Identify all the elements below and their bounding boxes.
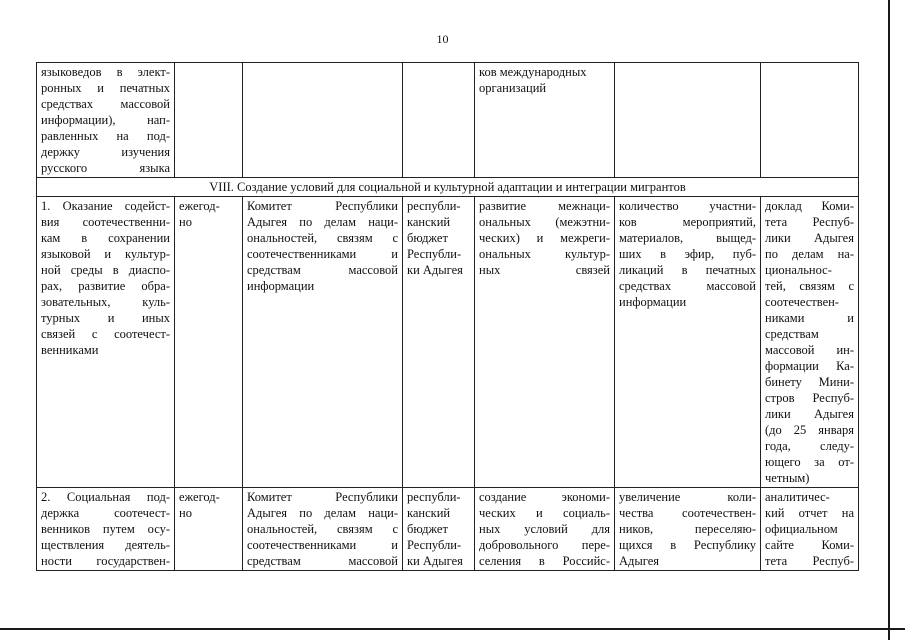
table-row [37,197,859,488]
text-line: тета Респуб- [765,554,854,568]
table-cell [761,488,859,571]
text-line: щихся в Республику [619,538,756,552]
text-line: информации [247,279,315,293]
text-line: организаций [479,81,547,95]
text-line: соотечественниками и [247,538,398,552]
text-line: ронных и печатных [41,81,170,95]
section-heading-row [37,178,859,197]
text-line: добровольного пере- [479,538,610,552]
table-cell [243,197,403,488]
text-line: Адыгея по делам наци- [247,215,398,229]
text-line: лики Адыгея [765,407,854,421]
text-line: ных связей [479,263,610,277]
text-line: кий отчет на [765,506,854,520]
text-line: республи- [407,490,461,504]
text-line: ческих и социаль- [479,506,610,520]
text-line: средствам массовой [247,263,398,277]
text-line: четным) [765,471,810,485]
table-cell [37,63,175,178]
text-line: ональных (межэтни- [479,215,610,229]
text-line: ков мероприятий, [619,215,756,229]
text-line: рах, развитие обра- [41,279,170,293]
text-line: средствах массовой [619,279,756,293]
table-cell [615,488,761,571]
text-line: но [179,506,192,520]
text-line: равленных на под- [41,129,170,143]
text-line: держку изучения [41,145,170,159]
text-line: средствах массовой [41,97,170,111]
text-line: 1. Оказание содейст- [41,199,170,213]
table-cell [175,197,243,488]
text-line: турных и иных [41,311,170,325]
text-line: развитие межнаци- [479,199,610,213]
table-cell [175,63,243,178]
text-line: массовой ин- [765,343,854,357]
text-line: никами и [765,311,854,325]
text-line: по делам на- [765,247,854,261]
table-cell [761,197,859,488]
table-cell [37,488,175,571]
table-row [37,63,859,178]
text-line: формации Ка- [765,359,854,373]
text-line: языковой и культур- [41,247,170,261]
text-line: соотечественниками и [247,247,398,261]
text-line: бюджет [407,231,448,245]
text-line: ежегод- [179,490,220,504]
text-line: зовательных, куль- [41,295,170,309]
table-cell [475,488,615,571]
text-line: канский [407,506,451,520]
table-cell [403,488,475,571]
text-line: чества соотечествен- [619,506,756,520]
text-line: ших в эфир, пуб- [619,247,756,261]
text-line: количество участни- [619,199,756,213]
table-row [37,488,859,571]
text-line: вия соотечественни- [41,215,170,229]
text-line: венниками [41,343,99,357]
text-line: информации [619,295,687,309]
text-line: Комитет Республики [247,490,398,504]
text-line: ков международных [479,65,587,79]
text-line: стров Респуб- [765,391,854,405]
text-line: кам в сохранении [41,231,170,245]
text-line: бинету Мини- [765,375,854,389]
text-line: канский [407,215,451,229]
text-line: бюджет [407,522,448,536]
text-line: лики Адыгея [765,231,854,245]
table-cell [243,63,403,178]
bottom-border-line [0,628,905,630]
table-cell [475,63,615,178]
text-line: республи- [407,199,461,213]
text-line: ной среды в диаспо- [41,263,170,277]
text-line: связей с соотечест- [41,327,170,341]
table-cell [175,488,243,571]
text-line: создание экономи- [479,490,610,504]
text-line: ющего за от- [765,455,854,469]
text-line: материалов, выщед- [619,231,756,245]
text-line: Комитет Республики [247,199,398,213]
text-line: ональных культур- [479,247,610,261]
text-line: ности государствен- [41,554,170,568]
text-line: Адыгея по делам наци- [247,506,398,520]
page-number: 10 [436,32,449,46]
text-line: ежегод- [179,199,220,213]
text-line: года, следу- [765,439,854,453]
text-line: ных условий для [479,522,610,536]
measures-table [36,62,859,571]
text-line: ональностей, связям с [247,231,398,245]
text-line: ческих) и межреги- [479,231,610,245]
section-heading: VIII. Создание условий для социальной и культурной адаптации и интеграции мигрантов [37,178,859,197]
text-line: сайте Коми- [765,538,854,552]
table-cell [403,197,475,488]
text-line: русского языка [41,161,170,175]
text-line: аналитичес- [765,490,830,504]
text-line: информации), нап- [41,113,170,127]
text-line: доклад Коми- [765,199,854,213]
text-line: селения в Российс- [479,554,610,568]
table-cell [243,488,403,571]
text-line: (до 25 января [765,423,854,437]
text-line: циональнос- [765,263,832,277]
text-line: языковедов в элект- [41,65,170,79]
text-line: официальном [765,522,838,536]
text-line: 2. Социальная под- [41,490,170,504]
text-line: ональностей, связям с [247,522,398,536]
text-line: Республи- [407,247,462,261]
text-line: ликаций в печатных [619,263,756,277]
text-line: соотечествен- [765,295,839,309]
text-line: тета Респуб- [765,215,854,229]
text-line: тей, связям с [765,279,854,293]
table-cell [615,197,761,488]
text-line: увеличение коли- [619,490,756,504]
text-line: ки Адыгея [407,263,463,277]
table-cell [475,197,615,488]
text-line: ки Адыгея [407,554,463,568]
text-line: Адыгея [619,554,660,568]
text-line: венников путем осу- [41,522,170,536]
table-cell [615,63,761,178]
table-cell [37,197,175,488]
text-line: ществления деятель- [41,538,170,552]
text-line: но [179,215,192,229]
right-border-line [888,0,890,640]
text-line: Республи- [407,538,462,552]
table-cell [761,63,859,178]
text-line: ников, переселяю- [619,522,756,536]
table-cell [403,63,475,178]
text-line: держка соотечест- [41,506,170,520]
text-line: средствам [765,327,819,341]
text-line: средствам массовой [247,554,398,568]
